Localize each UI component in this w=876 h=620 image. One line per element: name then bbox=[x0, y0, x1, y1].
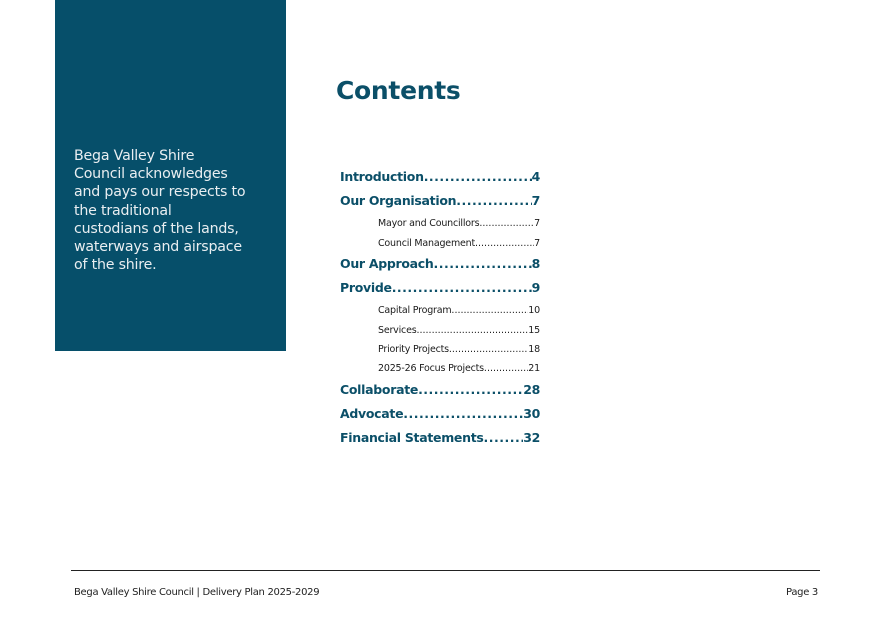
toc-entry[interactable] bbox=[340, 359, 540, 378]
toc-leader bbox=[424, 166, 532, 188]
toc-leader bbox=[434, 253, 532, 275]
toc-leader bbox=[484, 359, 528, 378]
toc-leader bbox=[475, 234, 534, 253]
toc-leader bbox=[479, 214, 534, 233]
toc-leader bbox=[456, 190, 531, 212]
toc-page: 18 bbox=[528, 343, 540, 355]
toc-label: Mayor and Councillors bbox=[378, 218, 480, 230]
toc-leader bbox=[484, 427, 524, 449]
toc-entry[interactable] bbox=[340, 234, 540, 253]
toc-label: Priority Projects bbox=[378, 343, 449, 355]
footer-divider bbox=[71, 570, 820, 571]
ack-line: and pays our respects to bbox=[74, 184, 246, 201]
toc-entry[interactable] bbox=[340, 301, 540, 320]
toc-label: Provide bbox=[340, 280, 392, 296]
toc-page: 8 bbox=[531, 255, 540, 271]
toc-leader bbox=[449, 340, 528, 359]
toc-label: Introduction bbox=[340, 169, 424, 184]
ack-line: the traditional bbox=[74, 202, 172, 219]
toc-entry[interactable] bbox=[340, 340, 540, 359]
toc-leader bbox=[392, 277, 532, 299]
toc-entry[interactable] bbox=[340, 379, 540, 403]
toc-entry[interactable] bbox=[340, 321, 540, 340]
toc-page: 32 bbox=[523, 429, 540, 445]
toc-leader bbox=[451, 301, 528, 320]
toc-page: 21 bbox=[528, 363, 540, 375]
toc-page: 7 bbox=[531, 193, 540, 209]
acknowledgement-panel bbox=[55, 0, 286, 351]
toc-entry[interactable] bbox=[340, 403, 540, 427]
toc-page: 28 bbox=[523, 381, 540, 397]
toc-page: 4 bbox=[531, 169, 540, 184]
toc-leader bbox=[418, 379, 523, 401]
toc-page: 9 bbox=[531, 280, 540, 296]
toc-label: Our Organisation bbox=[340, 193, 457, 209]
toc-leader bbox=[403, 403, 523, 425]
toc-page: 10 bbox=[528, 305, 540, 317]
footer-document-title: Bega Valley Shire Council | Delivery Plan 2025-2029 bbox=[74, 587, 320, 598]
toc-label: Collaborate bbox=[340, 381, 419, 397]
acknowledgement-text bbox=[74, 147, 279, 274]
ack-line: Council acknowledges bbox=[74, 166, 228, 183]
toc-entry[interactable] bbox=[340, 214, 540, 233]
ack-line: of the shire. bbox=[74, 257, 157, 274]
page-title: Contents bbox=[336, 76, 461, 105]
toc-page: 15 bbox=[528, 324, 540, 336]
toc-label: Council Management bbox=[378, 237, 475, 249]
ack-line: Bega Valley Shire bbox=[74, 148, 195, 164]
toc-entry[interactable] bbox=[340, 166, 540, 190]
ack-line: waterways and airspace bbox=[74, 239, 242, 256]
toc-entry[interactable] bbox=[340, 253, 540, 277]
toc-page: 7 bbox=[534, 237, 540, 249]
toc-label: Our Approach bbox=[340, 255, 434, 271]
toc-entry[interactable] bbox=[340, 190, 540, 214]
toc-label: Services bbox=[378, 324, 417, 336]
footer-page-number: Page 3 bbox=[786, 587, 818, 598]
toc-leader bbox=[416, 321, 528, 340]
toc-page: 7 bbox=[534, 218, 540, 230]
toc-label: Financial Statements bbox=[340, 429, 484, 445]
toc-label: Advocate bbox=[340, 405, 404, 421]
ack-line: custodians of the lands, bbox=[74, 220, 239, 237]
toc-entry[interactable] bbox=[340, 277, 540, 301]
toc-entry[interactable] bbox=[340, 427, 540, 451]
toc-label: Capital Program bbox=[378, 305, 452, 317]
toc-page: 30 bbox=[523, 405, 540, 421]
toc-label: 2025-26 Focus Projects bbox=[378, 363, 484, 375]
table-of-contents bbox=[340, 166, 540, 451]
